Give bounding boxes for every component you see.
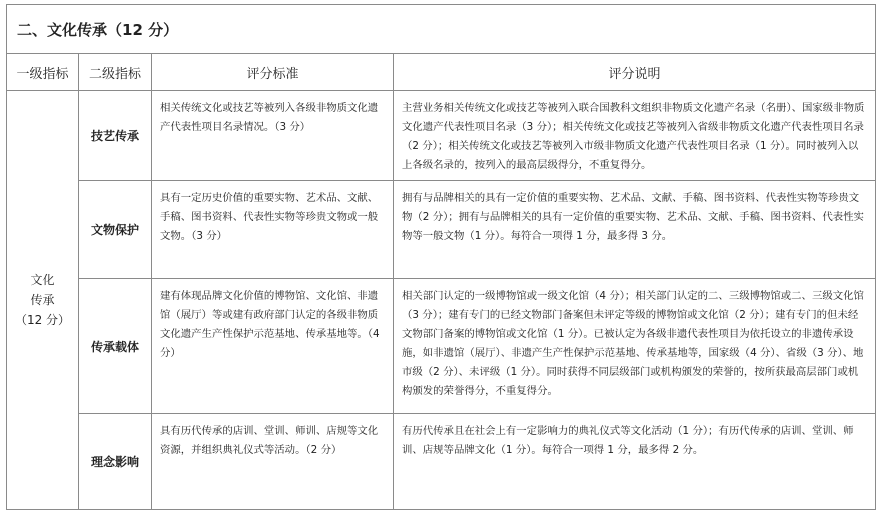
table-row [7, 91, 876, 181]
header-standard: 评分标准 [152, 54, 394, 91]
level2-indicator: 传承载体 [79, 279, 152, 414]
table-header-row [7, 54, 876, 91]
scoring-explanation: 相关部门认定的一级博物馆或一级文化馆（4 分）；相关部门认定的二、三级博物馆或二、三级文化馆（3 分）；建有专门的已经文物部门备案但未评定等级的博物馆或文化馆（2 分）；建有专门的但未经文物部门备案的博物馆或文化馆（1 分）。已被认定为各级非遗代表性项目为依托设立的非遗传承设施，如非遗馆（展厅）、非遗产生产性保护示范基地、传承基地等，国家级（4 分）、省级（3 分）、地市级（2 分）、未评级（1 分）。同时获得不同层级部门或机构颁发的荣誉的，按所获最高层部门或机构颁发的荣誉得分，不重复得分。 [394, 279, 876, 414]
scoring-standard: 相关传统文化或技艺等被列入各级非物质文化遗产代表性项目名录情况。（3 分） [152, 91, 394, 181]
table-row [7, 181, 876, 279]
scoring-explanation: 拥有与品牌相关的具有一定价值的重要实物、艺术品、文献、手稿、图书资料、代表性实物等珍贵文物（2 分）；拥有与品牌相关的具有一定价值的重要实物、艺术品、文献、手稿、图书资料、代表性实物等一般文物（1 分）。每符合一项得 1 分，最多得 3 分。 [394, 181, 876, 279]
level2-indicator: 文物保护 [79, 181, 152, 279]
level2-indicator: 理念影响 [79, 414, 152, 510]
header-level1: 一级指标 [7, 54, 79, 91]
section-title: 二、文化传承（12 分） [7, 5, 876, 54]
table-row [7, 279, 876, 414]
level1-line: （12 分） [14, 313, 71, 327]
scoring-table [6, 4, 876, 510]
scoring-standard: 具有一定历史价值的重要实物、艺术品、文献、手稿、图书资料、代表性实物等珍贵文物或一般文物。（3 分） [152, 181, 394, 279]
header-explanation: 评分说明 [394, 54, 876, 91]
table-row [7, 414, 876, 510]
scoring-standard: 具有历代传承的店训、堂训、师训、店规等文化资源，并组织典礼仪式等活动。（2 分） [152, 414, 394, 510]
level1-line: 文化 [30, 273, 55, 287]
header-level2: 二级指标 [79, 54, 152, 91]
level2-indicator: 技艺传承 [79, 91, 152, 181]
level1-indicator [7, 91, 79, 510]
level1-line: 传承 [30, 293, 55, 307]
scoring-explanation: 主营业务相关传统文化或技艺等被列入联合国教科文组织非物质文化遗产名录（名册）、国家级非物质文化遗产代表性项目名录（3 分）；相关传统文化或技艺等被列入省级非物质文化遗产代表性项目名录（2 分）；相关传统文化或技艺等被列入市级非物质文化遗产代表性项目名录（1 分）。同时被列入以上各级名录的，按列入的最高层级得分，不重复得分。 [394, 91, 876, 181]
scoring-standard: 建有体现品牌文化价值的博物馆、文化馆、非遗馆（展厅）等或建有政府部门认定的各级非物质文化遗产生产性保护示范基地、传承基地等。（4 分） [152, 279, 394, 414]
scoring-explanation: 有历代传承且在社会上有一定影响力的典礼仪式等文化活动（1 分）；有历代传承的店训、堂训、师训、店规等品牌文化（1 分）。每符合一项得 1 分，最多得 2 分。 [394, 414, 876, 510]
